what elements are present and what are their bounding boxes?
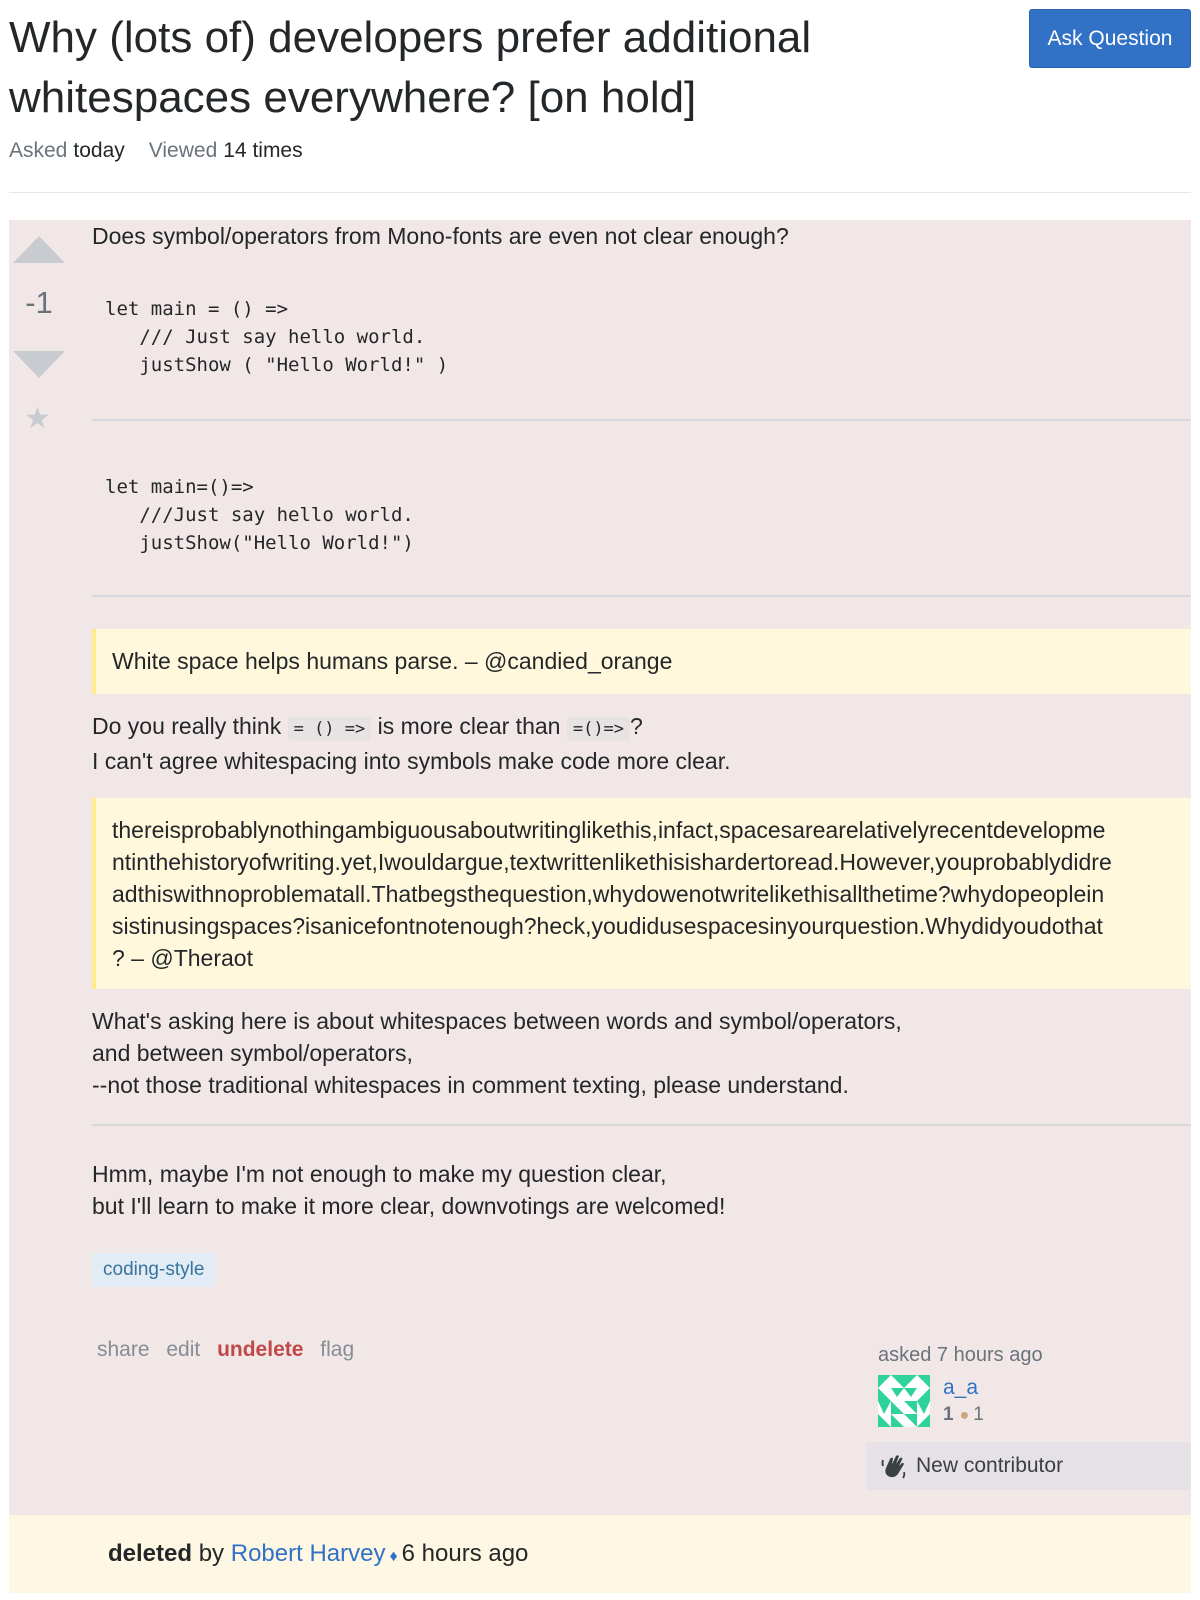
asked-value: today <box>73 139 125 162</box>
asked-label: Asked <box>9 139 68 162</box>
post-paragraph <box>92 1158 725 1222</box>
user-name-link[interactable]: a_a <box>943 1376 979 1399</box>
para-text: Do you really think <box>92 713 282 739</box>
viewed-label: Viewed <box>148 139 218 162</box>
deleted-time: 6 hours ago <box>401 1540 529 1567</box>
header-divider <box>9 192 1191 193</box>
quote-line: thereisprobablynothingambiguousaboutwritinglikethis,infact,spacesarearelativelyrecentdevelopme <box>112 817 1106 843</box>
post-intro: Does symbol/operators from Mono-fonts are even not clear enough? <box>92 223 789 249</box>
new-contributor-label: New contributor <box>916 1454 1064 1477</box>
deleted-by: by <box>198 1540 225 1567</box>
code-block-compact: let main=()=> ///Just say hello world. justShow("Hello World!") <box>105 476 414 554</box>
quote-line: ? – @Theraot <box>112 945 253 971</box>
blockquote-comment <box>92 798 1191 989</box>
bronze-badge-icon: ● <box>959 1407 970 1424</box>
vote-count: -1 <box>25 285 53 320</box>
para-line: --not those traditional whitespaces in comment texting, please understand. <box>92 1072 849 1098</box>
upvote-arrow-icon[interactable] <box>13 236 65 263</box>
inline-code: =()=> <box>567 717 630 741</box>
asked-time: asked 7 hours ago <box>878 1344 1043 1366</box>
deleted-notice <box>108 1540 528 1568</box>
post-actions <box>97 1338 365 1362</box>
reputation-score: 1 <box>943 1404 954 1425</box>
deleted-label: deleted <box>108 1540 193 1567</box>
quote-line: adthiswithnoproblematall.Thatbegsthequestion,whydowenotwritelikethisallthetime?whydopeoplein <box>112 881 1105 907</box>
favorite-star-icon[interactable]: ★ <box>24 402 51 435</box>
para-line: and between symbol/operators, <box>92 1040 413 1066</box>
post-paragraph <box>92 1005 902 1101</box>
undelete-link[interactable]: undelete <box>217 1338 304 1361</box>
moderator-diamond-icon: ♦ <box>389 1548 398 1565</box>
share-link[interactable]: share <box>97 1338 150 1361</box>
para-text: ? <box>630 713 643 739</box>
moderator-link[interactable]: Robert Harvey <box>230 1540 386 1567</box>
quote-line: ntinthehistoryofwriting.yet,Iwouldargue,textwrittenlikethisishardertoread.However,youprobablydidre <box>112 849 1112 875</box>
bronze-badge-count: 1 <box>973 1404 984 1425</box>
avatar[interactable] <box>878 1375 930 1427</box>
edit-link[interactable]: edit <box>166 1338 201 1361</box>
quote-line: sistinusingspaces?isanicefontnotenough?heck,youdidusespacesinyourquestion.Whydidyoudothat <box>112 913 1103 939</box>
new-contributor-indicator[interactable] <box>866 1442 1191 1490</box>
para-line: What's asking here is about whitespaces between words and symbol/operators, <box>92 1008 902 1034</box>
blockquote-comment <box>92 629 1191 694</box>
question-meta <box>9 139 303 163</box>
waving-hand-icon <box>880 1452 908 1480</box>
para-line: Hmm, maybe I'm not enough to make my question clear, <box>92 1161 667 1187</box>
post-paragraph <box>92 710 731 777</box>
divider <box>92 595 1191 597</box>
divider <box>92 419 1191 421</box>
ask-question-button[interactable]: Ask Question <box>1029 9 1191 68</box>
para-text: I can't agree whitespacing into symbols make code more clear. <box>92 748 731 774</box>
para-text: is more clear than <box>377 713 561 739</box>
para-line: but I'll learn to make it more clear, downvotings are welcomed! <box>92 1193 726 1219</box>
tag-coding-style[interactable]: coding-style <box>92 1253 215 1287</box>
quote-text: White space helps humans parse. – @candied_orange <box>112 648 673 674</box>
viewed-value: 14 times <box>223 139 303 162</box>
inline-code: = () => <box>288 717 372 741</box>
user-reputation <box>943 1404 984 1426</box>
divider <box>92 1124 1191 1126</box>
flag-link[interactable]: flag <box>320 1338 355 1361</box>
question-title[interactable]: Why (lots of) developers prefer additional whitespaces everywhere? [on hold] <box>9 13 812 122</box>
code-block-spaced: let main = () => /// Just say hello world. justShow ( "Hello World!" ) <box>105 298 449 376</box>
downvote-arrow-icon[interactable] <box>13 351 65 378</box>
